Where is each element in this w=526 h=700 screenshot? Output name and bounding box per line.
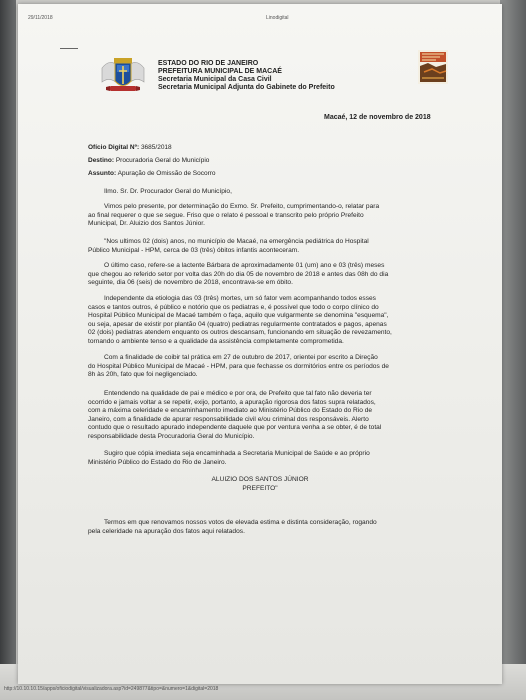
destino-label: Destino: bbox=[88, 157, 114, 164]
paragraph-esquema bbox=[88, 295, 392, 347]
p1-line-3: Municipal, Dr. Aluizio dos Santos Júnior. bbox=[88, 220, 205, 228]
p4-line-5: 02 (dois) pediatras atendem enquanto os outros descansam, funcionando em situação de revezamento, bbox=[88, 329, 392, 337]
closing-line-2: pela celeridade na apuração dos fatos aqui relatados. bbox=[88, 527, 245, 535]
assunto-value: Apuração de Omissão de Socorro bbox=[117, 170, 216, 177]
p6-line-6: responsabilidade desta Procuradoria Geral do Município. bbox=[88, 432, 255, 440]
p5-line-1: Com a finalidade de coibir tal prática em 27 de outubro de 2017, orientei por escrito a Direção bbox=[104, 354, 378, 361]
paragraph-introduction bbox=[88, 203, 379, 229]
greeting: Ilmo. Sr. Dr. Procurador Geral do Município, bbox=[104, 188, 232, 195]
assunto-row bbox=[88, 170, 216, 177]
closing-line-1: Termos em que renovamos nossos votos de elevada estima e distinta consideração, rogando bbox=[104, 519, 377, 526]
p3-line-2: que chegou ao referido setor por volta das 20h do dia 05 de novembro de 2018 e antes das 08h do dia bbox=[88, 270, 389, 278]
assunto-label: Assunto: bbox=[88, 170, 117, 177]
letterhead bbox=[158, 60, 335, 92]
p2-line-1: "Nos ultimos 02 (dois) anos, no município de Macaé, na emergência pediátrica do Hospital bbox=[104, 238, 369, 245]
org-secretaria: Secretaria Municipal da Casa Civil bbox=[158, 76, 272, 83]
p2-line-2: Público Municipal - HPM, cerca de 03 (três) óbitos infantis aconteceram. bbox=[88, 246, 300, 254]
paragraph-demand bbox=[88, 390, 381, 442]
org-gabinete: Secretaria Municipal Adjunta do Gabinete do Prefeito bbox=[158, 84, 335, 91]
p4-line-2: casos e tantos outros, é público e notório que os pediatras e, é possível que todo o corpo clínico do bbox=[88, 303, 379, 311]
print-date: 29/11/2018 bbox=[28, 15, 53, 21]
p3-line-3: seguinte, dia 06 (seis) de novembro de 2018, encontrava-se em óbito. bbox=[88, 279, 293, 287]
p5-line-2: do Hospital Público Municipal de Macaé - HPM, para que fechasse os dormitórios entre os períodos de bbox=[88, 362, 389, 370]
print-system-name: Linodigital bbox=[266, 15, 289, 21]
document-sheet bbox=[18, 4, 502, 684]
oficio-label: Ofício Digital Nº: bbox=[88, 144, 140, 151]
scanner-edge-right bbox=[500, 0, 526, 700]
paragraph-quote-start bbox=[88, 238, 369, 255]
paragraph-suggestion bbox=[88, 450, 370, 467]
signature-block bbox=[18, 476, 502, 493]
p6-line-4: Janeiro, com a finalidade de apurar responsabilidade civil e/ou criminal dos responsáveis. Alerto bbox=[88, 415, 369, 423]
destino-value: Procuradoria Geral do Município bbox=[115, 157, 210, 164]
oficio-value: 3685/2018 bbox=[140, 144, 172, 151]
p7-line-1: Sugiro que cópia imediata seja encaminhada a Secretaria Municipal de Saúde e ao próprio bbox=[104, 450, 370, 457]
paragraph-orientation bbox=[88, 354, 389, 380]
org-prefeitura: PREFEITURA MUNICIPAL DE MACAÉ bbox=[158, 68, 282, 75]
paragraph-last-case bbox=[88, 262, 388, 288]
scanner-edge-left bbox=[0, 0, 16, 700]
p7-line-2: Ministério Público do Estado do Rio de Janeiro. bbox=[88, 458, 227, 466]
p3-line-1: O último caso, refere-se a lactente Bárbara de aproximadamente 01 (um) ano e 03 (três) meses bbox=[104, 262, 385, 269]
p6-line-3: com a máxima celeridade e encaminhamento imediato ao Ministério Público do Estado do Rio de bbox=[88, 407, 373, 415]
oficio-number-row bbox=[88, 144, 172, 151]
p6-line-2: ocorrido e jamais voltar a se repetir, exijo, portanto, a apuração rigorosa dos fatos supra relatados, bbox=[88, 398, 376, 406]
coat-of-arms-icon bbox=[100, 54, 146, 96]
p6-line-1: Entendendo na qualidade de pai e médico e por ora, de Prefeito que tal fato não deveria ter bbox=[104, 390, 372, 397]
signature-title: PREFEITO" bbox=[242, 484, 278, 492]
paragraph-closing bbox=[88, 519, 377, 536]
p4-line-1: Independente da etiologia das 03 (três) mortes, um só fator vem acompanhando todos esses bbox=[104, 295, 376, 302]
header-mark bbox=[60, 48, 78, 49]
footer-url: http://10.10.10.15/apps/oficiodigital/visualizadora.asp?id=249877&tipo=&numero=1&digital=2018 bbox=[4, 686, 219, 692]
place-and-date: Macaé, 12 de novembro de 2018 bbox=[324, 114, 431, 121]
p1-line-2: ao final requerer o que se segue. Friso que o relato é pessoal e transcrito pelo próprio Prefeito bbox=[88, 211, 364, 219]
org-state: ESTADO DO RIO DE JANEIRO bbox=[158, 60, 259, 67]
p5-line-3: 8h às 20h, fato que foi negligenciado. bbox=[88, 371, 198, 379]
anniversary-badge-icon bbox=[418, 50, 448, 84]
signature-name: ALUIZIO DOS SANTOS JÚNIOR bbox=[211, 476, 309, 483]
p6-line-5: contudo que o resultado apurado independente daquele que por ventura venha a se obter, é de total bbox=[88, 424, 382, 432]
p4-line-6: tornando o ambiente tenso e a qualidade da assistência completamente comprometida. bbox=[88, 337, 344, 345]
p1-line-1: Vimos pelo presente, por determinação do Exmo. Sr. Prefeito, cumprimentando-o, relatar para bbox=[104, 203, 380, 210]
p4-line-3: Hospital Público Municipal de Macaé também o faça, aquilo que vulgarmente se denomina "esquema", bbox=[88, 312, 389, 320]
destino-row bbox=[88, 157, 209, 164]
p4-line-4: ou seja, apesar de existir por plantão 04 (quatro) pediatras regularmente contratados e pagos, apenas bbox=[88, 320, 387, 328]
